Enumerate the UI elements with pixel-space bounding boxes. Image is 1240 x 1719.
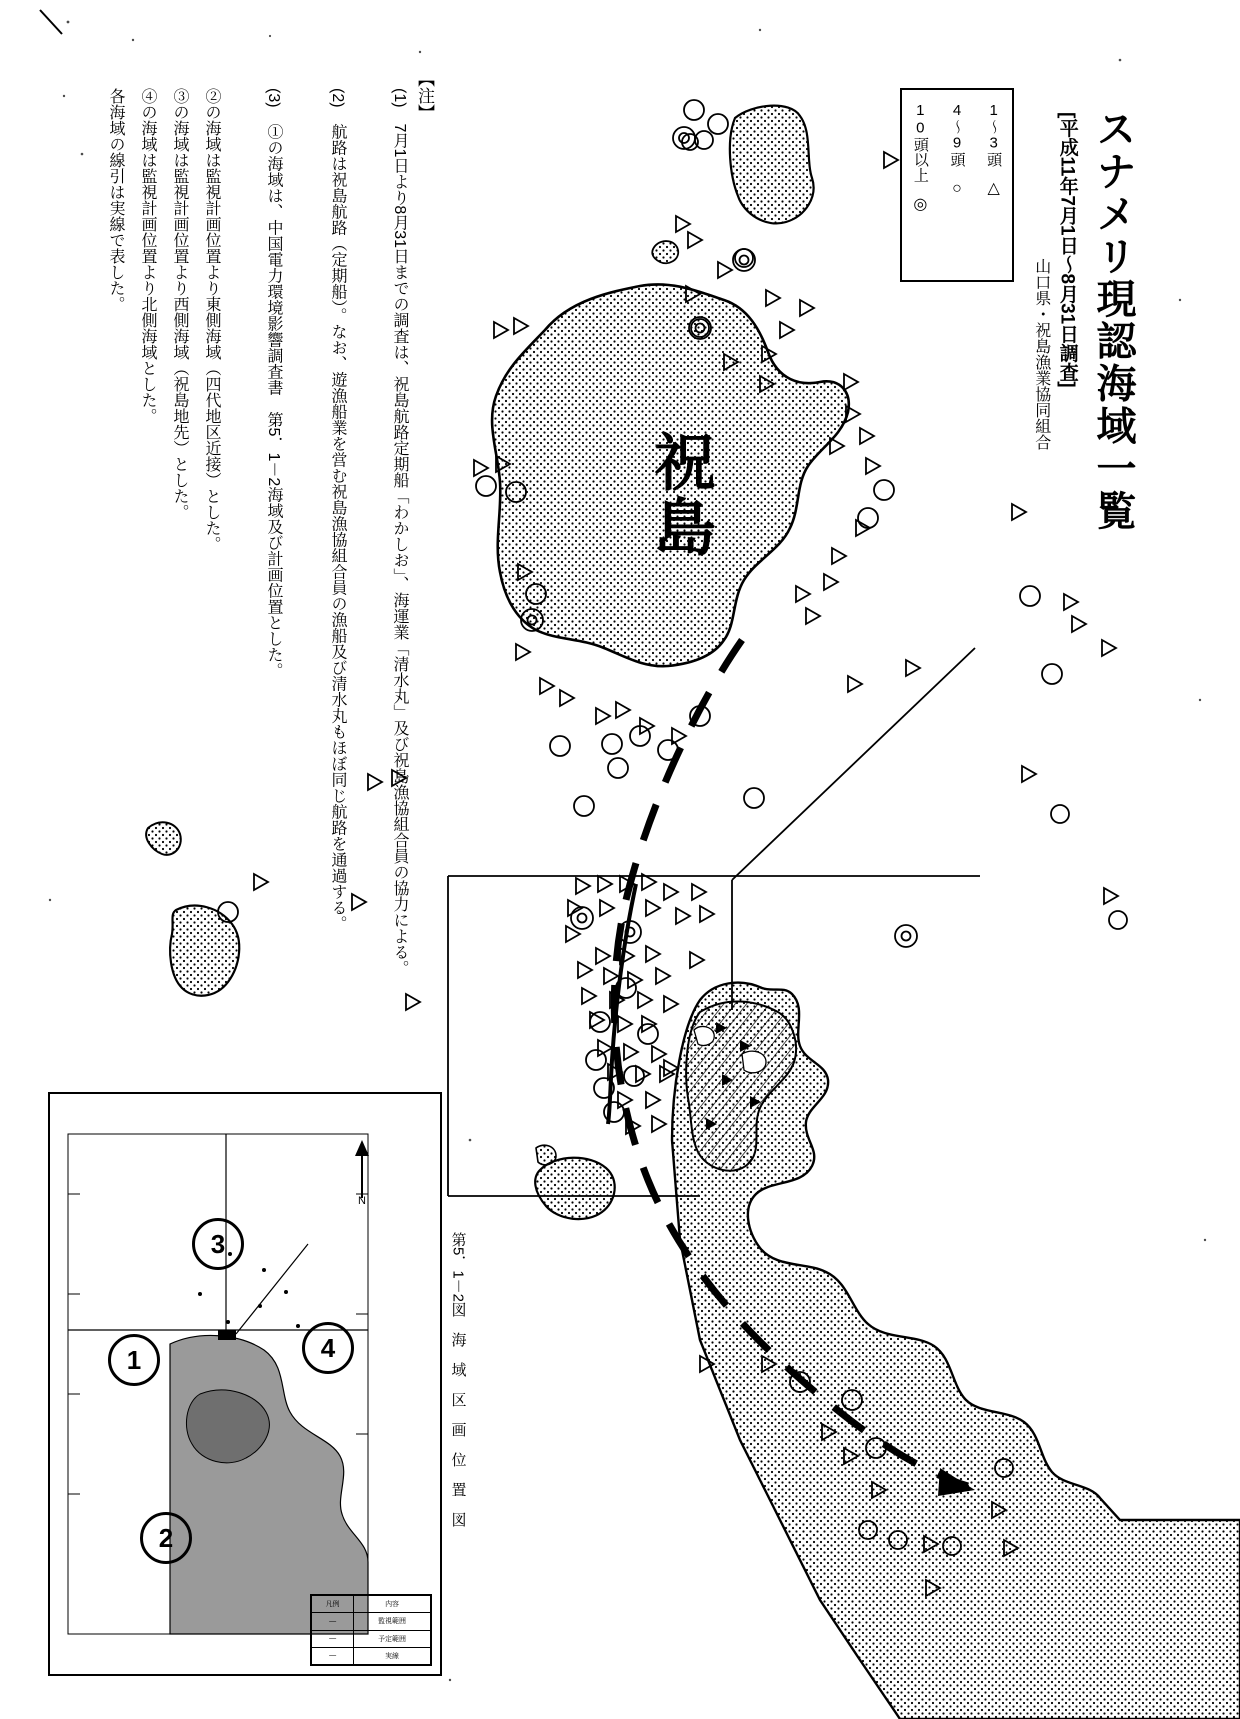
- inset-legend-cell: 実線: [354, 1647, 431, 1664]
- inset-legend-cell: ―: [312, 1647, 354, 1664]
- page-title: スナメリ現認海域一覧: [1091, 108, 1135, 532]
- inset-legend-cell: 内容: [354, 1596, 431, 1613]
- inset-zone-1: 1: [108, 1334, 160, 1386]
- notes-heading: 【注】: [415, 70, 434, 121]
- inset-legend-cell: 凡例: [312, 1596, 354, 1613]
- note-subitem-2: ③の海域は監視計画位置より西側海域（祝島地先）とした。: [171, 88, 188, 520]
- circle-icon: ○: [952, 180, 962, 198]
- notes-block: [95, 70, 435, 977]
- legend-row: [975, 90, 1012, 280]
- svg-text:N: N: [358, 1195, 366, 1204]
- inset-legend: [310, 1594, 432, 1666]
- document-subtitle: [平成11年7月1日～8月31日調査]: [1056, 112, 1078, 388]
- note-subitem-1: ②の海域は監視計画位置より東側海域（四代地区近接）とした。: [203, 88, 220, 552]
- inset-legend-cell: 監視範囲: [354, 1613, 431, 1630]
- legend-row: [902, 90, 939, 280]
- note-subitem-4: 各海域の線引は実線で表した。: [107, 88, 124, 312]
- inset-map: [48, 1092, 442, 1676]
- figure-caption: 第5．1－2図 海 域 区 画 位 置 図: [449, 1232, 467, 1528]
- inset-legend-cell: ―: [312, 1630, 354, 1647]
- inset-zone-3: 3: [192, 1218, 244, 1270]
- legend-box: [900, 88, 1014, 282]
- note-item-3: (3) ①の海域は、中国電力環境影響調査書 第5．1－2海域及び計画位置とした。: [265, 88, 282, 679]
- legend-row: [939, 90, 976, 280]
- triangle-icon: △: [987, 180, 1000, 198]
- inset-zone-2: 2: [140, 1512, 192, 1564]
- north-arrow-icon: [342, 1134, 382, 1204]
- island-label: 祝島: [644, 430, 714, 561]
- double-circle-icon: ◎: [913, 195, 928, 213]
- legend-label: 4～9頭: [948, 102, 966, 168]
- note-item-1: (1) 7月1日より8月31日までの調査は、祝島航路定期船「わかしお」、海運業「清水丸」及び祝島漁協組合員の協力による。: [391, 88, 408, 977]
- note-item-2: (2) 航路は祝島航路（定期船）。なお、遊漁船業を営む祝島漁協組合員の漁船及び清水丸もほぼ同じ航路を通過する。: [329, 88, 346, 932]
- legend-label: 1～3頭: [985, 102, 1003, 168]
- inset-legend-cell: 予定範囲: [354, 1630, 431, 1647]
- inset-zone-4: 4: [302, 1322, 354, 1374]
- inset-legend-cell: ―: [312, 1613, 354, 1630]
- note-subitem-3: ④の海域は監視計画位置より北側海域とした。: [139, 88, 156, 424]
- document-organization: 山口県・祝島漁業協同組合: [1032, 258, 1050, 450]
- legend-label: 10頭以上: [911, 102, 929, 183]
